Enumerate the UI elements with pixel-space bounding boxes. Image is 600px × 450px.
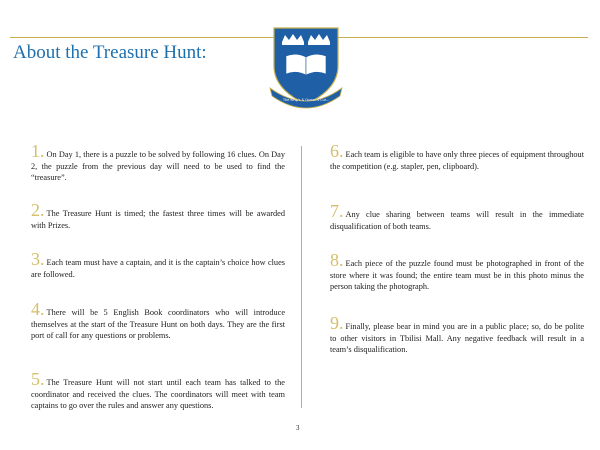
rule-number: 8. xyxy=(330,250,344,270)
rule-number: 1. xyxy=(31,141,45,161)
rule-item xyxy=(31,299,285,342)
rule-text: Finally, please bear in mind you are in a public place; so, do be polite to other visitors in Tbilisi Mall. Any negative feedback will result in a team’s disqualification. xyxy=(330,322,584,355)
rule-item xyxy=(330,141,584,172)
rule-item xyxy=(31,141,285,184)
rule-text: Each team must have a captain, and it is the captain’s choice how clues are followed. xyxy=(31,258,285,279)
rule-text: On Day 1, there is a puzzle to be solved by following 16 clues. On Day 2, the puzzle from the previous day will need to be used to find the “treasure”. xyxy=(31,150,285,183)
rule-item xyxy=(31,249,285,280)
rule-text: The Treasure Hunt is timed; the fastest three times will be awarded with Prizes. xyxy=(31,209,285,230)
rule-number: 2. xyxy=(31,200,45,220)
rule-number: 7. xyxy=(330,201,344,221)
rule-number: 4. xyxy=(31,299,45,319)
rule-text: The Treasure Hunt will not start until each team has talked to the coordinator and received the clues. The coordinators will meet with team captains to go over the rules and answer any questions. xyxy=(31,378,285,411)
rule-text: Any clue sharing between teams will result in the immediate disqualification of both teams. xyxy=(330,210,584,231)
rule-item xyxy=(31,369,285,412)
column-divider xyxy=(301,146,302,408)
rule-text: Each team is eligible to have only three pieces of equipment throughout the competition (e.g. stapler, pen, clipboard). xyxy=(330,150,584,171)
rule-number: 6. xyxy=(330,141,344,161)
rule-number: 9. xyxy=(330,313,344,333)
rule-item xyxy=(31,200,285,231)
rule-item xyxy=(330,313,584,356)
page-title: About the Treasure Hunt: xyxy=(13,42,207,63)
rule-item xyxy=(330,250,584,293)
rule-text: There will be 5 English Book coordinators who will introduce themselves at the start of the Treasure Hunt on both days. They are the first port of call for any questions or problems. xyxy=(31,308,285,341)
rule-text: Each piece of the puzzle found must be photographed in front of the store where it was found; the entire team must be in this photo minus the person taking the photograph. xyxy=(330,259,584,292)
page-number: 3 xyxy=(296,424,300,432)
rule-number: 3. xyxy=(31,249,45,269)
school-crest-logo xyxy=(268,26,344,110)
crest-motto: The King's & Queen's Cur... xyxy=(282,98,330,102)
rule-number: 5. xyxy=(31,369,45,389)
rule-item xyxy=(330,201,584,232)
